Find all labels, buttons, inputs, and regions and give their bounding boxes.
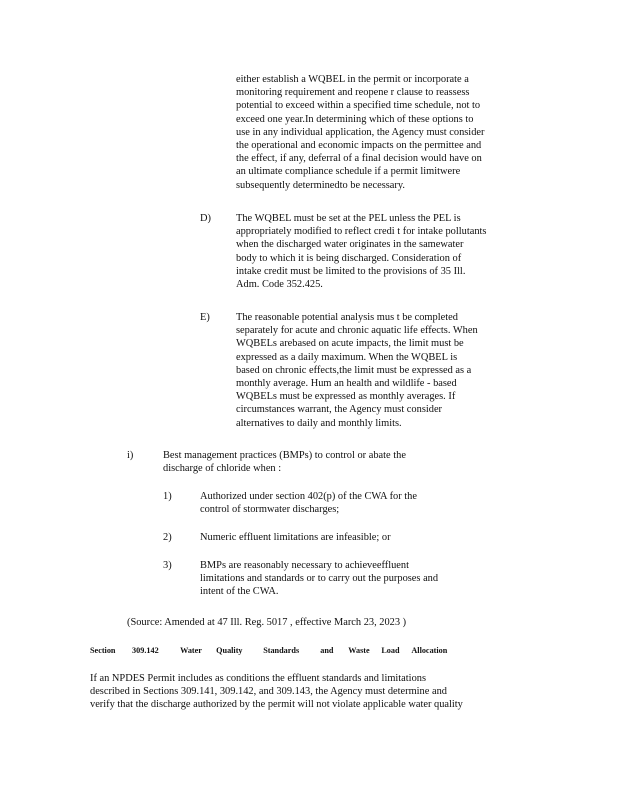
heading-word: Waste — [348, 646, 370, 655]
text-line: limitations and standards or to carry out the purposes and — [200, 573, 439, 585]
text-line: use in any individual application, the Agency must consider — [236, 126, 485, 138]
section-heading — [90, 646, 447, 655]
item-d-text — [236, 212, 522, 291]
text-line: based on chronic effects,the limit must be expressed as a — [236, 364, 472, 376]
heading-word: Allocation — [411, 646, 448, 655]
heading-word: Water — [180, 646, 202, 655]
text-line: an ultimate compliance schedule if a permit limitwere — [236, 166, 461, 178]
text-line: The WQBEL must be set at the PEL unless the PEL is — [236, 213, 461, 224]
text-line: verify that the discharge authorized by the permit will not violate applicable water quality — [90, 699, 463, 711]
text-line: (Source: Amended at 47 Ill. Reg. 5017 , effective March 23, 2023 ) — [127, 617, 407, 628]
text-line: potential to exceed within a specified time schedule, not to — [236, 100, 481, 112]
text-line: expressed as a daily maximum. When the WQBEL is — [236, 351, 458, 363]
text-line: monitoring requirement and reopene r clause to reassess — [236, 87, 470, 99]
item-e-text — [236, 311, 522, 430]
sub-item-3-text — [200, 559, 480, 599]
text-line: when the discharged water originates in the samewater — [236, 239, 464, 251]
text-line: exceed one year.In determining which of these options to — [236, 113, 474, 125]
text-line: the operational and economic impacts on the permittee and — [236, 140, 482, 152]
section-label: Section — [90, 646, 116, 655]
sub-item-2-text — [200, 531, 460, 544]
text-line: Numeric effluent limitations are infeasible; or — [200, 532, 391, 543]
text-line: either establish a WQBEL in the permit or incorporate a — [236, 74, 469, 85]
text-line: Best management practices (BMPs) to control or abate the — [163, 450, 406, 461]
sub-item-2-label: 2) — [163, 532, 172, 543]
text-line: discharge of chloride when : — [163, 463, 282, 475]
text-line: The reasonable potential analysis mus t be completed — [236, 312, 458, 323]
heading-word: Load — [381, 646, 400, 655]
text-line: WQBELs must be expressed as monthly averages. If — [236, 391, 456, 403]
item-i-text — [163, 449, 443, 475]
text-line: If an NPDES Permit includes as conditions the effluent standards and limitations — [90, 673, 427, 684]
text-line: the effect, if any, deferral of a final decision would have on — [236, 153, 482, 165]
text-line: alternatives to daily and monthly limits. — [236, 417, 402, 429]
text-line: separately for acute and chronic aquatic life effects. When — [236, 325, 478, 337]
text-line: Authorized under section 402(p) of the CWA for the — [200, 491, 417, 502]
text-line: intake credit must be limited to the provisions of 35 Ill. — [236, 265, 466, 277]
text-line: described in Sections 309.141, 309.142, and 309.143, the Agency must determine and — [90, 686, 447, 698]
heading-word: Standards — [263, 646, 300, 655]
text-line: control of stormwater discharges; — [200, 504, 340, 516]
heading-word: and — [320, 646, 334, 655]
text-line: intent of the CWA. — [200, 586, 279, 598]
text-line: appropriately modified to reflect credi t for intake pollutants — [236, 226, 487, 238]
paragraph-top — [236, 73, 522, 192]
sub-item-1-label: 1) — [163, 491, 172, 502]
section-number: 309.142 — [132, 646, 159, 655]
text-line: monthly average. Hum an health and wildlife - based — [236, 378, 457, 390]
sub-item-3-label: 3) — [163, 560, 172, 571]
heading-word: Quality — [216, 646, 243, 655]
text-line: body to which it is being discharged. Consideration of — [236, 252, 462, 264]
paragraph-bottom — [90, 672, 524, 712]
item-d-label: D) — [200, 213, 211, 224]
text-line: circumstances warrant, the Agency must consider — [236, 404, 443, 416]
text-line: Adm. Code 352.425. — [236, 279, 323, 291]
sub-item-1-text — [200, 490, 460, 516]
text-line: BMPs are reasonably necessary to achieveeffluent — [200, 560, 409, 571]
text-line: subsequently determinedto be necessary. — [236, 179, 405, 191]
text-line: WQBELs arebased on acute impacts, the limit must be — [236, 338, 464, 350]
source-note — [127, 616, 467, 629]
item-i-label: i) — [127, 450, 134, 461]
item-e-label: E) — [200, 312, 210, 323]
